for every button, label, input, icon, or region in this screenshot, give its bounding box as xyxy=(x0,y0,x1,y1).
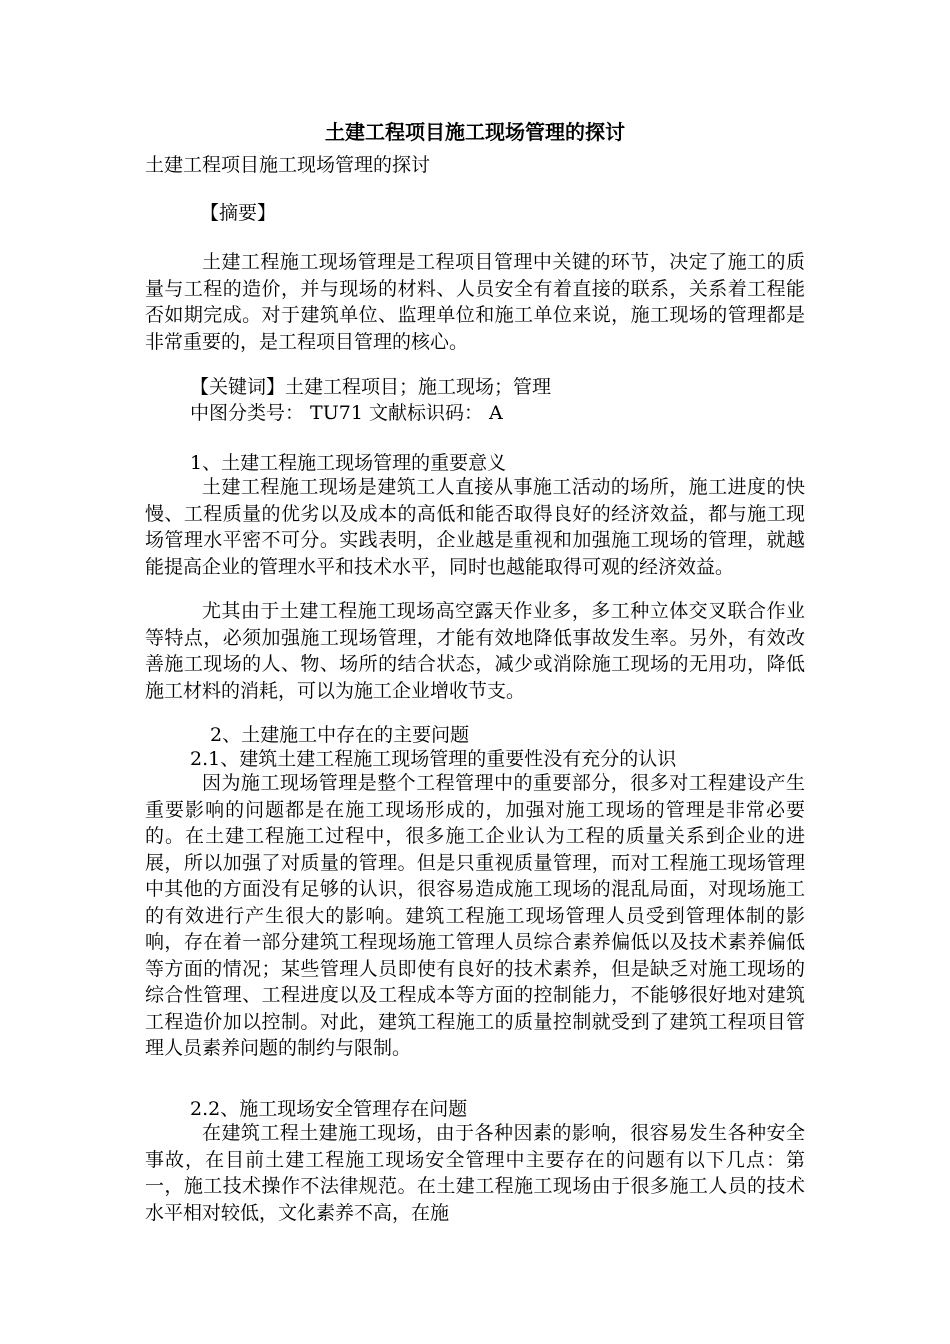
section2-heading: 2、土建施工中存在的主要问题 xyxy=(210,724,470,746)
section1-paragraph-2: 尤其由于土建工程施工现场高空露天作业多，多工种立体交叉联合作业等特点，必须加强施工现场管理，才能有效地降低事故发生率。另外，有效改善施工现场的人、物、场所的结合状态，减少或消除施工现场的无用功，降低施工材料的消耗，可以为施工企业增收节支。 xyxy=(145,600,805,702)
section1-heading: 1、土建工程施工现场管理的重要意义 xyxy=(190,452,507,474)
document-title: 土建工程项目施工现场管理的探讨 xyxy=(325,120,625,144)
document-subtitle: 土建工程项目施工现场管理的探讨 xyxy=(145,154,431,176)
abstract-paragraph: 土建工程施工现场管理是工程项目管理中关键的环节，决定了施工的质量与工程的造价，并与现场的材料、人员安全有着直接的联系，关系着工程能否如期完成。对于建筑单位、监理单位和施工单位来说，施工现场的管理都是非常重要的，是工程项目管理的核心。 xyxy=(145,251,805,353)
keywords-line: 【关键词】土建工程项目；施工现场；管理 xyxy=(190,376,552,398)
section1-paragraph-1: 土建工程施工现场是建筑工人直接从事施工活动的场所，施工进度的快慢、工程质量的优劣以及成本的高低和能否取得良好的经济效益，都与施工现场管理水平密不可分。实践表明，企业越是重视和加强施工现场的管理，就越能提高企业的管理水平和技术水平，同时也越能取得可观的经济效益。 xyxy=(145,476,805,578)
abstract-label: 【摘要】 xyxy=(200,202,277,224)
section2-1-heading: 2.1、建筑土建工程施工现场管理的重要性没有充分的认识 xyxy=(190,748,677,770)
section2-2-paragraph: 在建筑工程土建施工现场，由于各种因素的影响，很容易发生各种安全事故，在目前土建工程施工现场安全管理中主要存在的问题有以下几点：第一，施工技术操作不法律规范。在土建工程施工现场由于很多施工人员的技术水平相对较低，文化素养不高，在施 xyxy=(145,1122,805,1224)
section2-2-heading: 2.2、施工现场安全管理存在问题 xyxy=(190,1098,468,1120)
section2-1-paragraph: 因为施工现场管理是整个工程管理中的重要部分，很多对工程建设产生重要影响的问题都是在施工现场形成的，加强对施工现场的管理是非常必要的。在土建工程施工过程中，很多施工企业认为工程的质量关系到企业的进展，所以加强了对质量的管理。但是只重视质量管理，而对工程施工现场管理中其他的方面没有足够的认识，很容易造成施工现场的混乱局面，对现场施工的有效进行产生很大的影响。建筑工程施工现场管理人员受到管理体制的影响，存在着一部分建筑工程现场施工管理人员综合素养偏低以及技术素养偏低等方面的情况；某些管理人员即使有良好的技术素养，但是缺乏对施工现场的综合性管理、工程进度以及工程成本等方面的控制能力，不能够很好地对建筑工程造价加以控制。对此，建筑工程施工的质量控制就受到了建筑工程项目管理人员素养问题的制约与限制。 xyxy=(145,772,805,1059)
classification-line: 中图分类号： TU71 文献标识码： A xyxy=(190,402,503,424)
